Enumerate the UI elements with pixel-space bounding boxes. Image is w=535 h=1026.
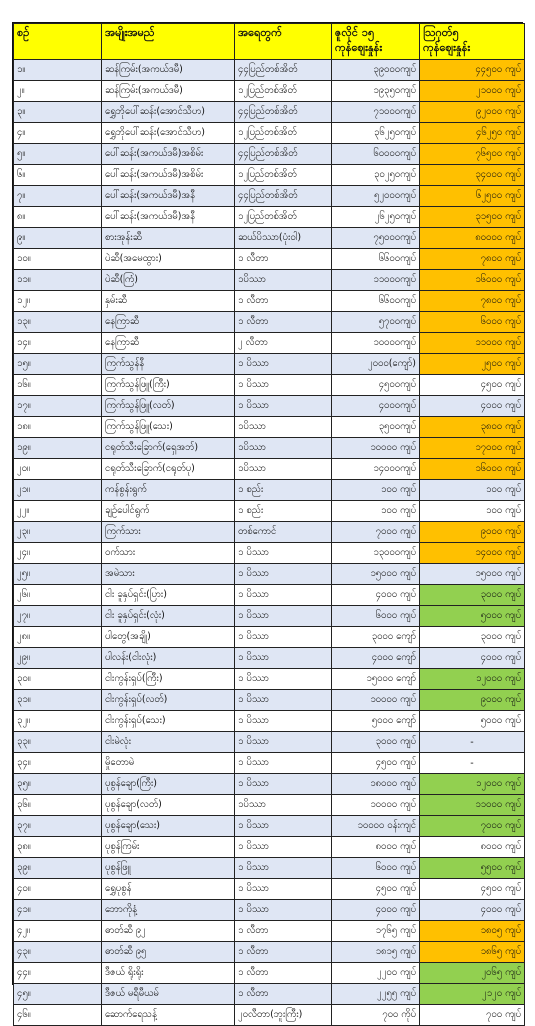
item-unit: ၁၂ပြည်တစ်အိတ် (235, 81, 332, 102)
item-unit: ၄၄ပြည်တစ်အိတ် (235, 102, 332, 123)
table-row (14, 375, 525, 396)
item-unit: ၁ လီတာ (235, 942, 332, 963)
table-row (14, 186, 525, 207)
item-unit: ၁ပိဿာ (235, 459, 332, 480)
table-row (14, 690, 525, 711)
old-price: ၄၀၀၀ ကျော် (332, 648, 420, 669)
old-price: ၁၀၀၀၀ ကျပ် (332, 438, 420, 459)
item-unit: ၁ ပိဿာ (235, 564, 332, 585)
row-number: ၄၄။ (14, 963, 102, 984)
old-price: ၁၀၀ ကျပ် (332, 501, 420, 522)
item-unit: ၁ ပိဿာ (235, 753, 332, 774)
item-name: ဆန်ကြမ်း(အကယ်ဒမီ) (102, 60, 235, 81)
item-unit: ၁ ပိဿာ (235, 606, 332, 627)
table-row (14, 249, 525, 270)
row-number: ၄၅။ (14, 984, 102, 1005)
item-unit: ၁ လီတာ (235, 984, 332, 1005)
old-price: ၁၀၀ ကျပ် (332, 480, 420, 501)
new-price: ၅၅၀၀ ကျပ် (420, 858, 525, 879)
new-price: ၁၀၀ ကျပ် (420, 480, 525, 501)
table-row (14, 669, 525, 690)
row-number: ၃၁။ (14, 690, 102, 711)
item-unit: ၂၀လီတာ(ဘူးကြီး) (235, 1005, 332, 1026)
item-unit: ၁ ပိဿာ (235, 690, 332, 711)
old-price: ၁၀၀၀၀ ကျပ် (332, 690, 420, 711)
item-name: စားအုန်းဆီ (102, 228, 235, 249)
item-name: ငရုတ်သီးခြောက်(ငရုတ်ပု) (102, 459, 235, 480)
row-number: ၁၄။ (14, 333, 102, 354)
item-name: ကန်စွန်းရွက် (102, 480, 235, 501)
row-number: ၁၁။ (14, 270, 102, 291)
table-row (14, 417, 525, 438)
item-unit: ၁ ပိဿာ (235, 396, 332, 417)
row-number: ၁၀။ (14, 249, 102, 270)
row-number: ၂၂။ (14, 501, 102, 522)
item-name: ဒီဇယ် မရီမီယမ် (102, 984, 235, 1005)
price-table (13, 23, 525, 1026)
row-number: ၅။ (14, 144, 102, 165)
item-name: ပုစွန်ဖြူ (102, 858, 235, 879)
item-name: ကြက်သွန်ဖြူ(သေး) (102, 417, 235, 438)
item-unit: ၁ ပိဿာ (235, 648, 332, 669)
table-row (14, 585, 525, 606)
row-number: ၃၀။ (14, 669, 102, 690)
new-price: ၄၆၂၅၀ ကျပ် (420, 123, 525, 144)
old-price: ၁၉၃၅၀ကျပ် (332, 81, 420, 102)
old-price: ၂၀၀၀(ကျော်) (332, 354, 420, 375)
item-unit: ၁ လီတာ (235, 921, 332, 942)
item-name: ပုစွန်ချော(သေး) (102, 816, 235, 837)
new-price: ၂၅၀၀ ကျပ် (420, 354, 525, 375)
item-name: ပုစွန်ချော(လတ်) (102, 795, 235, 816)
old-price: ၄၀၀၀ ကျပ် (332, 585, 420, 606)
item-unit: တစ်ကောင် (235, 522, 332, 543)
new-price: ၃၁၅၀၀ ကျပ် (420, 207, 525, 228)
table-row (14, 144, 525, 165)
row-number: ၃၃။ (14, 732, 102, 753)
item-unit: ၁ ပိဿာ (235, 774, 332, 795)
row-number: ၄။ (14, 123, 102, 144)
item-unit: ၁ လီတာ (235, 249, 332, 270)
table-row (14, 60, 525, 81)
new-price: ၄၄၅၀၀ ကျပ် (420, 60, 525, 81)
item-name: ပဲဆီ(ကြံ) (102, 270, 235, 291)
new-price: ၃၀၀၀ ကျပ် (420, 585, 525, 606)
item-unit: ၁ ပိဿာ (235, 543, 332, 564)
item-unit: ၁ လီတာ (235, 312, 332, 333)
new-price: ၈၀၀၀ ကျပ် (420, 837, 525, 858)
row-number: ၈။ (14, 207, 102, 228)
item-name: ရွှေဘိုပေါ်ဆန်း(အောင်သီဟ) (102, 102, 235, 123)
old-price: ၂၆၂၅၀ကျပ် (332, 207, 420, 228)
item-name: ငရုတ်သီးခြောက်(ရှေအဘ်) (102, 438, 235, 459)
row-number: ၁၅။ (14, 354, 102, 375)
row-number: ၂၁။ (14, 480, 102, 501)
header-item: အမျိုးအမည် (102, 24, 235, 60)
new-price: ၄၅၀၀ ကျပ် (420, 879, 525, 900)
table-row (14, 606, 525, 627)
table-row (14, 228, 525, 249)
row-number: ၁၆။ (14, 375, 102, 396)
new-price: ၇၀၀ ကျပ် (420, 1005, 525, 1026)
item-name: နေကြာဆီ (102, 312, 235, 333)
table-row (14, 312, 525, 333)
old-price: ၄၅၀၀ကျပ် (332, 375, 420, 396)
item-unit: ၁ လီတာ (235, 963, 332, 984)
new-price: ၄၅၀၀ ကျပ် (420, 375, 525, 396)
new-price: ၁၀၀ ကျပ် (420, 501, 525, 522)
new-price: ၁၇၀၀၀ ကျပ် (420, 438, 525, 459)
item-unit: ၁ပိဿာ (235, 270, 332, 291)
new-price: ၁၅၀၀၀ ကျပ် (420, 564, 525, 585)
item-name: ရွှေပုစွန် (102, 879, 235, 900)
header-old-price: ဇူလိုင် ၁၅ ကုန်ဈေးနှုန်း (332, 24, 420, 60)
old-price: ၄၀၀၀ကျပ် (332, 396, 420, 417)
item-unit: ၁ စည်း (235, 501, 332, 522)
new-price: ၂၀၆၅ ကျပ် (420, 963, 525, 984)
old-price: ၁၀၀၀၀ကျပ် (332, 333, 420, 354)
table-row (14, 648, 525, 669)
item-name: ဆောက်ရေသန့် (102, 1005, 235, 1026)
table-body (14, 60, 525, 1026)
table-row (14, 921, 525, 942)
old-price: ၁၇၆၅ ကျပ် (332, 921, 420, 942)
old-price: ၇၀၀ ကိုပ် (332, 1005, 420, 1026)
item-unit: ၁၂ပြည်တစ်အိတ် (235, 207, 332, 228)
item-name: ပေါ်ဆန်း(အကယ်ဒမီ)အစိမ်း (102, 165, 235, 186)
table-row (14, 522, 525, 543)
old-price: ၁၅၀၀၀ ကျော် (332, 669, 420, 690)
table-row (14, 1005, 525, 1026)
new-price: ၅၀၀၀ ကျပ် (420, 606, 525, 627)
row-number: ၂၀။ (14, 459, 102, 480)
table-row (14, 753, 525, 774)
row-number: ၂၃။ (14, 522, 102, 543)
item-unit: ၁ ပိဿာ (235, 900, 332, 921)
item-unit: ၁ ပိဿာ (235, 669, 332, 690)
new-price: ၁၈၀၅ ကျပ် (420, 921, 525, 942)
new-price: ၂၁၀၀၀ ကျပ် (420, 81, 525, 102)
new-price: ၇၈၀၀ ကျပ် (420, 291, 525, 312)
item-name: ကြက်သွန်ဖြူ(ကြီး) (102, 375, 235, 396)
row-number: ၃၈။ (14, 837, 102, 858)
item-unit: ၄၄ပြည်တစ်အိတ် (235, 186, 332, 207)
item-unit: ၁ ပိဿာ (235, 585, 332, 606)
item-name: ပဲဆီ(အမေထွား) (102, 249, 235, 270)
old-price: ၆၀၀၀ ကျပ် (332, 858, 420, 879)
new-price: - (420, 753, 525, 774)
old-price: ၃၉၀၀၀ကျပ် (332, 60, 420, 81)
old-price: ၂၂၅၅ ကျပ် (332, 984, 420, 1005)
table-row (14, 711, 525, 732)
row-number: ၃၂။ (14, 711, 102, 732)
new-price: ၁၂၀၀၀ ကျပ် (420, 774, 525, 795)
row-number: ၃၅။ (14, 774, 102, 795)
table-row (14, 963, 525, 984)
new-price: ၈၀၀၀၀ ကျပ် (420, 228, 525, 249)
table-row (14, 984, 525, 1005)
new-price: ၉၀၀၀ ကျပ် (420, 522, 525, 543)
row-number: ၃။ (14, 102, 102, 123)
new-price: - (420, 732, 525, 753)
old-price: ၆၀၀၀၀ကျပ် (332, 144, 420, 165)
new-price: ၆၀၀၀ ကျပ် (420, 312, 525, 333)
row-number: ၄၁။ (14, 900, 102, 921)
new-price: ၂၁၂၀ ကျပ် (420, 984, 525, 1005)
new-price: ၁၈၆၅ ကျပ် (420, 942, 525, 963)
item-name: ဘောကိုနံ့ (102, 900, 235, 921)
header-no: စဉ် (14, 24, 102, 60)
item-unit: ဆယ်ပိဿာ(ပုံးဝါ) (235, 228, 332, 249)
item-unit: ၄၄ပြည်တစ်အိတ် (235, 60, 332, 81)
table-row (14, 459, 525, 480)
item-name: မှိုတောမဲ (102, 753, 235, 774)
table-row (14, 837, 525, 858)
row-number: ၂၇။ (14, 606, 102, 627)
item-name: ချဉ်ပေါင်ရွက် (102, 501, 235, 522)
old-price: ၄၅၀၀ ကျပ် (332, 753, 420, 774)
item-name: ပါလန်း(ငါးလုံး) (102, 648, 235, 669)
new-price: ၆၂၅၀၀ ကျပ် (420, 186, 525, 207)
row-number: ၂၈။ (14, 627, 102, 648)
table-row (14, 333, 525, 354)
item-unit: ၁ ပိဿာ (235, 354, 332, 375)
row-number: ၄၆။ (14, 1005, 102, 1026)
new-price: ၁၄၀၀၀ ကျပ် (420, 543, 525, 564)
item-name: ငါး ခူနှပ်ရှင်း(လုံး) (102, 606, 235, 627)
new-price: ၇၆၅၀၀ ကျပ် (420, 144, 525, 165)
item-unit: ၁ ပိဿာ (235, 711, 332, 732)
new-price: ၃၄၀၀၀ ကျပ် (420, 165, 525, 186)
item-name: ငါး ခူနှပ်ရှင်း(ပြား) (102, 585, 235, 606)
item-name: ရွှေဘိုပေါ်ဆန်း(အောင်သီဟ) (102, 123, 235, 144)
old-price: ၁၃၀၀၀ကျပ် (332, 543, 420, 564)
row-number: ၁၂။ (14, 291, 102, 312)
item-name: ဓာတ်ဆီ ၉၂ (102, 921, 235, 942)
table-row (14, 879, 525, 900)
table-row (14, 102, 525, 123)
item-name: ပုစွန်ချော(ကြီး) (102, 774, 235, 795)
item-name: ကြက်သား (102, 522, 235, 543)
item-name: အမဲသား (102, 564, 235, 585)
old-price: ၇၀၀၀ ကျပ် (332, 522, 420, 543)
row-number: ၃၆။ (14, 795, 102, 816)
old-price: ၂၂၀၀ ကျပ် (332, 963, 420, 984)
item-unit: ၁ ပိဿာ (235, 375, 332, 396)
old-price: ၄၀၀၀ ကျပ် (332, 900, 420, 921)
item-name: ဝက်သား (102, 543, 235, 564)
new-price: ၄၀၀၀ ကျပ် (420, 648, 525, 669)
new-price: ၁၂၀၀၀ ကျပ် (420, 669, 525, 690)
row-number: ၁၈။ (14, 417, 102, 438)
item-unit: ၁ပိဿာ (235, 417, 332, 438)
new-price: ၉၀၀၀ ကျပ် (420, 690, 525, 711)
item-unit: ၁ ပိဿာ (235, 879, 332, 900)
item-name: ဒီဇယ် ရိုးရိုး (102, 963, 235, 984)
table-row (14, 543, 525, 564)
row-number: ၆။ (14, 165, 102, 186)
row-number: ၂။ (14, 81, 102, 102)
item-name: နှမ်းဆီ (102, 291, 235, 312)
item-name: ပေါ်ဆန်း(အကယ်ဒမီ)အနီ (102, 186, 235, 207)
table-row (14, 732, 525, 753)
old-price: ၃၀၀၀ ကျော် (332, 627, 420, 648)
old-price: ၁၁၀၀၀ကျပ် (332, 270, 420, 291)
table-row (14, 270, 525, 291)
row-number: ၂၄။ (14, 543, 102, 564)
new-price: ၃၀၀၀ ကျပ် (420, 627, 525, 648)
new-price: ၁၁၀၀၀ ကျပ် (420, 333, 525, 354)
new-price: ၁၆၀၀၀ ကျပ် (420, 459, 525, 480)
item-name: ပေါ်ဆန်း(အကယ်ဒမီ)အနီ (102, 207, 235, 228)
new-price: ၃၈၀၀ ကျပ် (420, 417, 525, 438)
table-row (14, 501, 525, 522)
row-number: ၃၇။ (14, 816, 102, 837)
new-price: ၄၀၀၀ ကျပ် (420, 396, 525, 417)
new-price: ၁၁၀၀၀ ကျပ် (420, 795, 525, 816)
table-row (14, 564, 525, 585)
price-table-sheet (12, 22, 523, 1020)
item-unit: ၁၂ပြည်တစ်အိတ် (235, 123, 332, 144)
table-row (14, 291, 525, 312)
table-row (14, 207, 525, 228)
row-number: ၇။ (14, 186, 102, 207)
item-unit: ၁ ပိဿာ (235, 816, 332, 837)
old-price: ၆၀၀၀ ကျပ် (332, 606, 420, 627)
item-unit: ၂ လီတာ (235, 333, 332, 354)
new-price: ၇၀၀၀ ကျပ် (420, 816, 525, 837)
table-row (14, 81, 525, 102)
item-unit: ၁ပိဿာ (235, 438, 332, 459)
header-row (14, 24, 525, 60)
item-name: ပါတွေ(အချို) (102, 627, 235, 648)
item-unit: ၁ပိဿာ (235, 795, 332, 816)
table-row (14, 816, 525, 837)
new-price: ၄၀၀၀ ကျပ် (420, 900, 525, 921)
old-price: ၃၀၂၅၀ကျပ် (332, 165, 420, 186)
row-number: ၂၅။ (14, 564, 102, 585)
new-price: ၅၀၀၀ ကျပ် (420, 711, 525, 732)
table-row (14, 438, 525, 459)
header-new-price: သြဂုတ်၅ ကုန်ဈေးနှုန်း (420, 24, 525, 60)
item-name: နေကြာဆီ (102, 333, 235, 354)
item-unit: ၁ ပိဿာ (235, 627, 332, 648)
old-price: ၃၅၀၀ကျပ် (332, 417, 420, 438)
table-row (14, 354, 525, 375)
old-price: ၁၅၀၀၀ ကျပ် (332, 564, 420, 585)
old-price: ၇၁၀၀၀ကျပ် (332, 102, 420, 123)
item-name: ဓာတ်ဆီ ၉၅ (102, 942, 235, 963)
item-name: ငါးမဲလုံး (102, 732, 235, 753)
table-row (14, 942, 525, 963)
row-number: ၄၂။ (14, 921, 102, 942)
old-price: ၃၀၀၀ ကျပ် (332, 732, 420, 753)
row-number: ၃၉။ (14, 858, 102, 879)
row-number: ၄၃။ (14, 942, 102, 963)
old-price: ၁၈၁၅ ကျပ် (332, 942, 420, 963)
item-unit: ၁ ပိဿာ (235, 732, 332, 753)
table-row (14, 165, 525, 186)
item-unit: ၁ ပိဿာ (235, 837, 332, 858)
table-row (14, 396, 525, 417)
row-number: ၁၉။ (14, 438, 102, 459)
item-name: ဆန်ကြမ်း(အကယ်ဒမီ) (102, 81, 235, 102)
old-price: ၆၆၀၀ကျပ် (332, 291, 420, 312)
old-price: ၅၂၀၀၀ကျပ် (332, 186, 420, 207)
item-name: ပုစွန်ကြမ်း (102, 837, 235, 858)
item-name: ပေါ်ဆန်း(အကယ်ဒမီ)အစိမ်း (102, 144, 235, 165)
old-price: ၁၀၀၀၀ ဝန်းကျင် (332, 816, 420, 837)
row-number: ၉။ (14, 228, 102, 249)
item-unit: ၁ စည်း (235, 480, 332, 501)
item-unit: ၄၄ပြည်တစ်အိတ် (235, 144, 332, 165)
old-price: ၁၄၀၀၀ကျပ် (332, 459, 420, 480)
row-number: ၃၄။ (14, 753, 102, 774)
table-row (14, 480, 525, 501)
row-number: ၂၆။ (14, 585, 102, 606)
item-name: ငါးကွန်းရှပ်(လတ်) (102, 690, 235, 711)
new-price: ၁၆၀၀၀ ကျပ် (420, 270, 525, 291)
item-name: ကြက်သွန်နီ (102, 354, 235, 375)
new-price: ၉၂၀၀၀ ကျပ် (420, 102, 525, 123)
table-row (14, 858, 525, 879)
row-number: ၁၃။ (14, 312, 102, 333)
item-unit: ၁ လီတာ (235, 291, 332, 312)
row-number: ၁။ (14, 60, 102, 81)
table-row (14, 627, 525, 648)
table-row (14, 123, 525, 144)
row-number: ၄၀။ (14, 879, 102, 900)
old-price: ၄၅၀၀ ကျပ် (332, 879, 420, 900)
item-name: ငါးကွန်းရှပ်(သေး) (102, 711, 235, 732)
item-name: ကြက်သွန်ဖြူ(လတ်) (102, 396, 235, 417)
item-name: ငါးကွန်းရှပ်(ကြီး) (102, 669, 235, 690)
header-unit: အရေတွက် (235, 24, 332, 60)
old-price: ၈၀၀၀ ကျပ် (332, 837, 420, 858)
old-price: ၁၀၀၀၀ ကျပ် (332, 795, 420, 816)
old-price: ၃၆၂၅၀ကျပ် (332, 123, 420, 144)
table-row (14, 900, 525, 921)
old-price: ၅၀၀၀ ကျော် (332, 711, 420, 732)
table-row (14, 795, 525, 816)
item-unit: ၁ ပိဿာ (235, 858, 332, 879)
item-unit: ၁၂ပြည်တစ်အိတ် (235, 165, 332, 186)
table-row (14, 774, 525, 795)
new-price: ၇၈၀၀ ကျပ် (420, 249, 525, 270)
old-price: ၇၅၀၀၀ကျပ် (332, 228, 420, 249)
old-price: ၆၆၀၀ကျပ် (332, 249, 420, 270)
row-number: ၂၉။ (14, 648, 102, 669)
old-price: ၅၇၀၀ကျပ် (332, 312, 420, 333)
row-number: ၁၇။ (14, 396, 102, 417)
old-price: ၁၈၀၀၀ ကျပ် (332, 774, 420, 795)
